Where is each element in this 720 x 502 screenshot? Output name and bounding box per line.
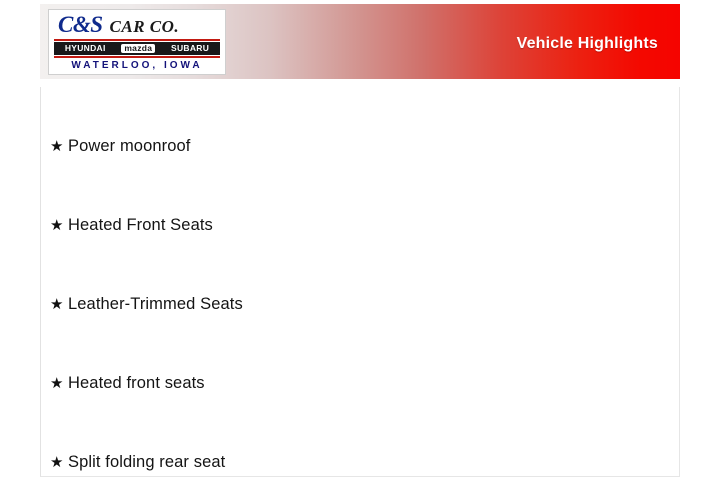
logo-brand-strip xyxy=(54,42,220,55)
page-title: Vehicle Highlights xyxy=(516,35,658,52)
content-panel xyxy=(40,87,680,477)
logo-city-label: WATERLOO, IOWA xyxy=(71,60,203,71)
logo-brand-mazda: mazda xyxy=(121,44,155,53)
logo-divider-bottom xyxy=(54,56,220,58)
list-item-label: Split folding rear seat xyxy=(68,453,226,471)
logo-name-secondary: CAR CO. xyxy=(109,17,180,36)
header-banner xyxy=(40,4,680,79)
logo-divider-top xyxy=(54,39,220,41)
dealer-logo xyxy=(48,9,226,75)
logo-brand-subaru: SUBARU xyxy=(170,43,210,54)
list-item-label: Power moonroof xyxy=(68,137,191,155)
list-item xyxy=(41,423,679,502)
star-icon: ★ xyxy=(50,454,64,471)
star-icon: ★ xyxy=(50,375,64,392)
star-icon: ★ xyxy=(50,138,64,155)
list-item-label: Heated front seats xyxy=(68,374,205,392)
star-icon: ★ xyxy=(50,296,64,313)
logo-brand-hyundai: HYUNDAI xyxy=(64,43,106,54)
list-item xyxy=(41,186,679,265)
list-item-label: Leather-Trimmed Seats xyxy=(68,295,243,313)
list-item xyxy=(41,107,679,186)
logo-name-primary: C&S xyxy=(58,12,103,37)
star-icon: ★ xyxy=(50,217,64,234)
list-item xyxy=(41,265,679,344)
list-item xyxy=(41,344,679,423)
vehicle-highlights-list xyxy=(41,87,679,502)
list-item-label: Heated Front Seats xyxy=(68,216,213,234)
logo-wordmark xyxy=(54,13,220,38)
